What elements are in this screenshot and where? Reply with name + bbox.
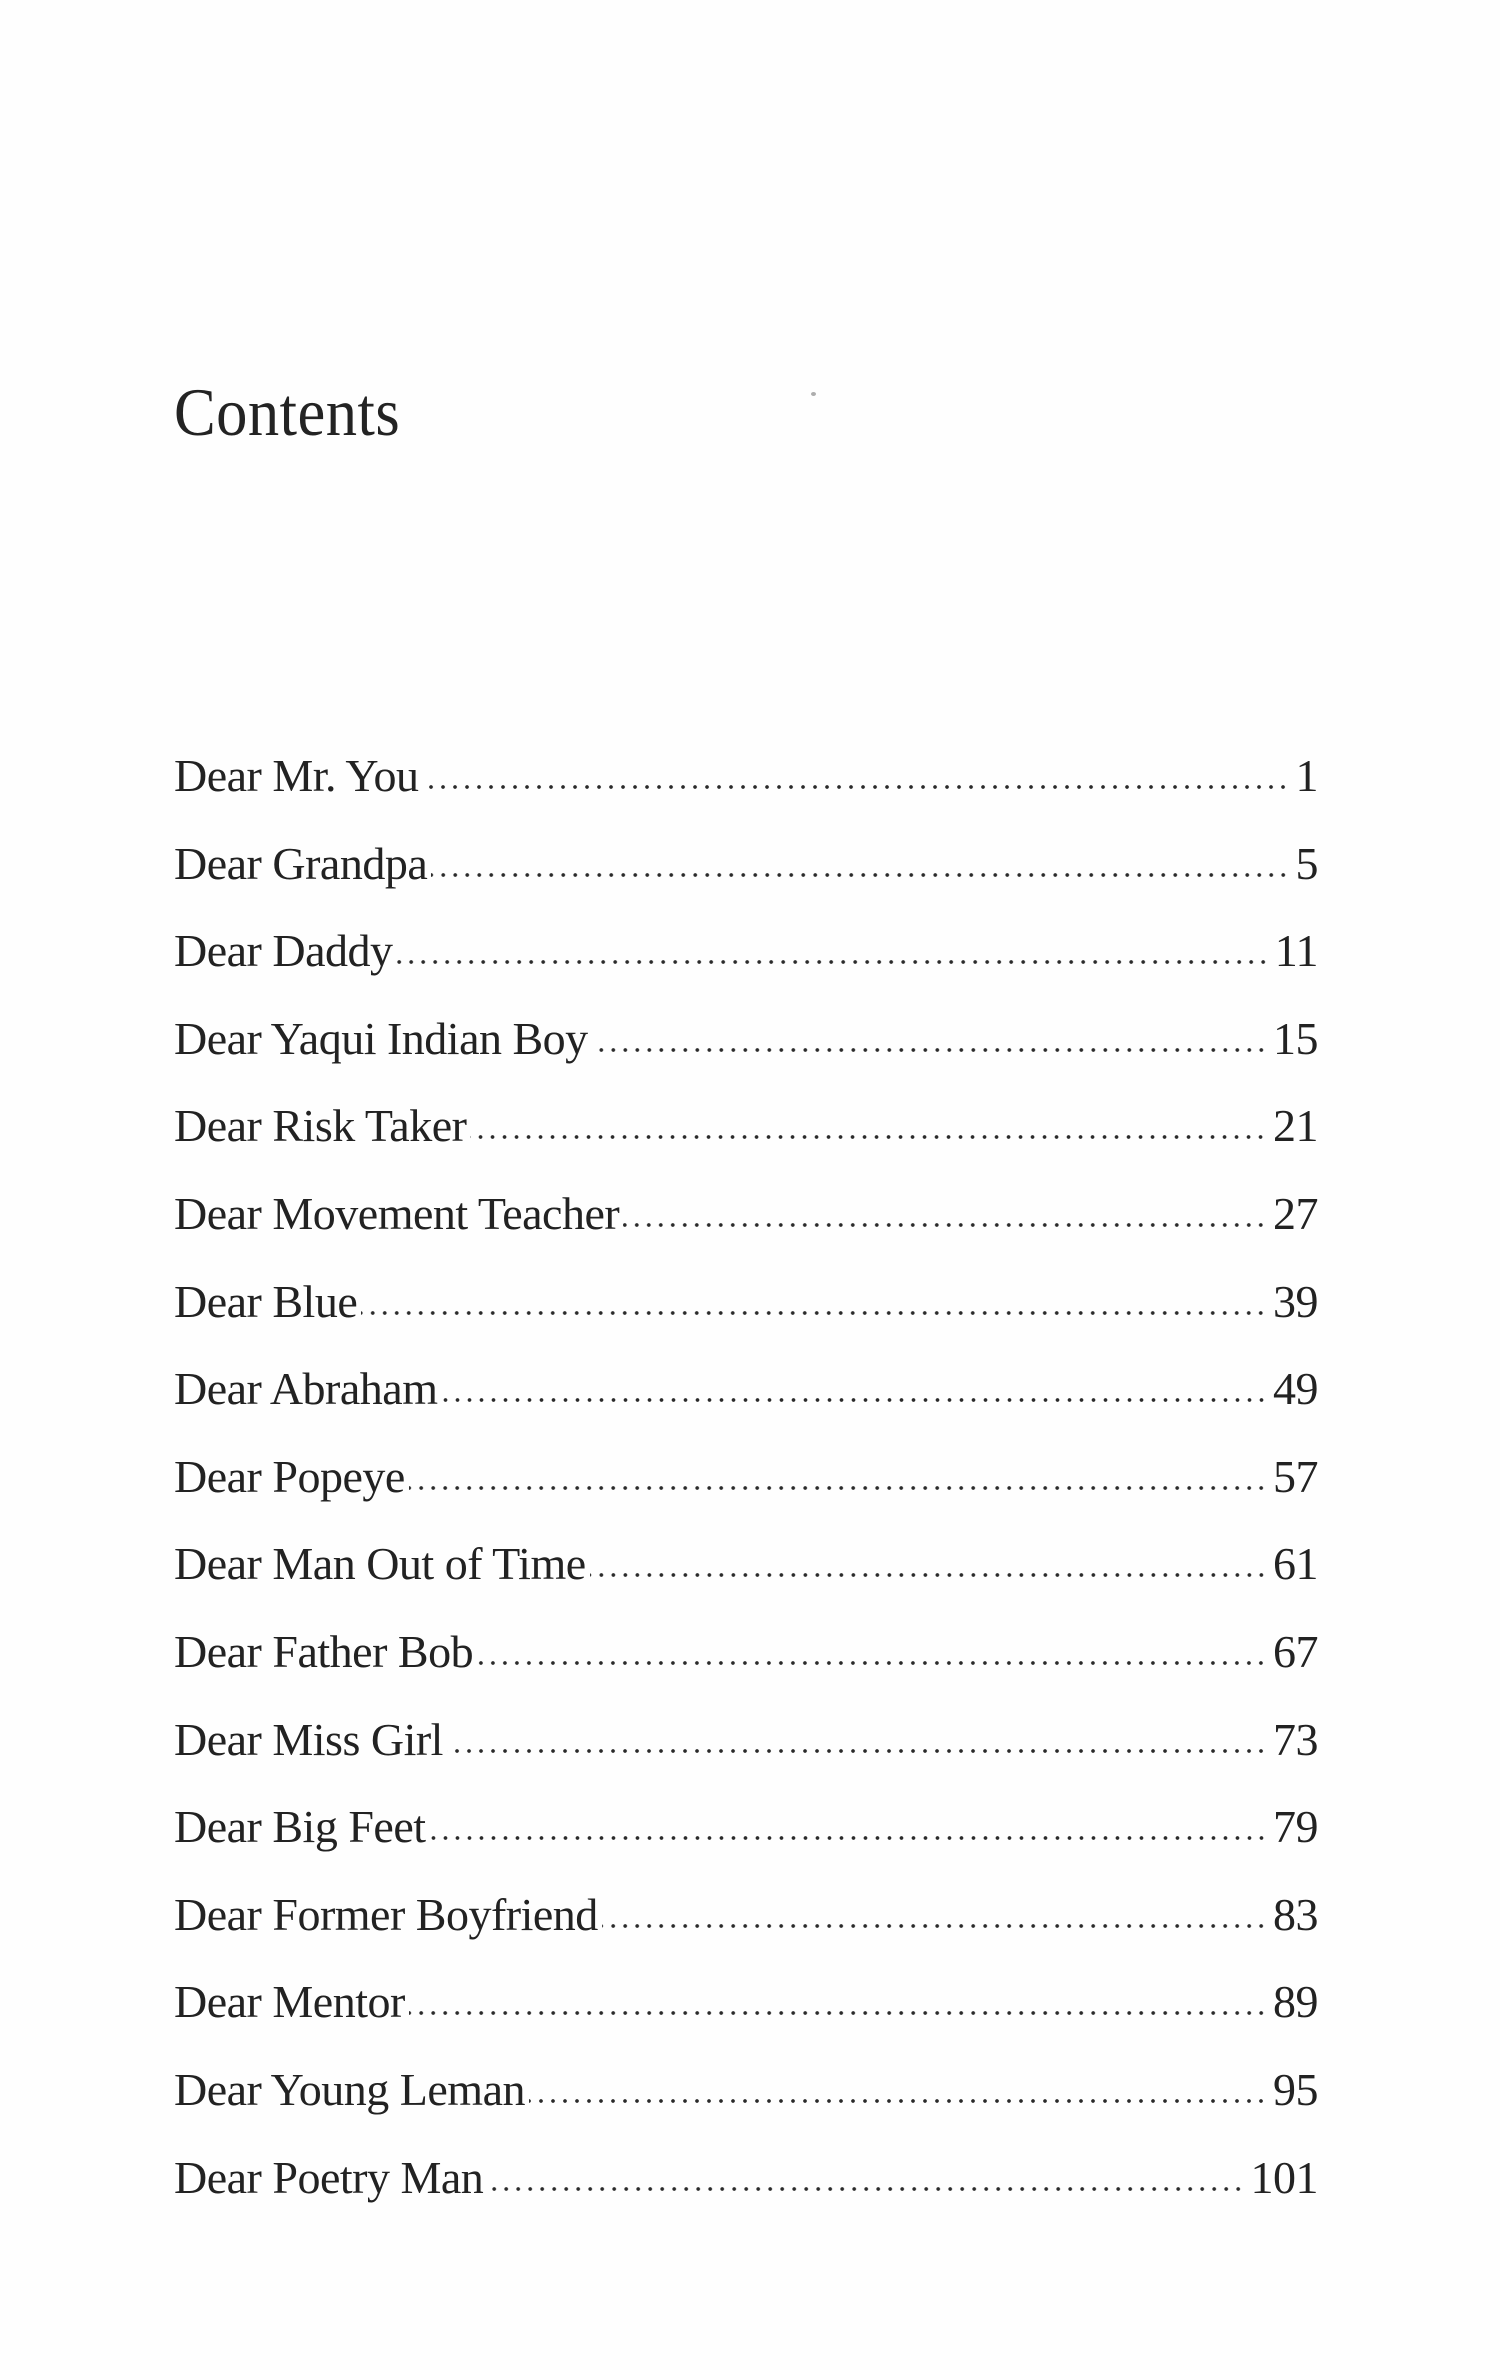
toc-entry-page-number: 57: [1273, 1450, 1318, 1502]
toc-entry-title: Dear Blue: [174, 1275, 358, 1327]
dot-leader: [361, 1307, 1267, 1319]
toc-entry: [174, 1974, 1318, 2062]
dot-leader: [623, 1219, 1267, 1231]
dot-leader: [470, 1131, 1267, 1143]
toc-entry: [174, 923, 1318, 1011]
toc-entry-title: Dear Abraham: [174, 1363, 438, 1415]
toc-entry: [174, 1098, 1318, 1186]
toc-entry-title: Dear Yaqui Indian Boy: [174, 1012, 588, 1064]
toc-entry-page-number: 49: [1273, 1363, 1318, 1415]
toc-entry-title: Dear Father Bob: [174, 1625, 474, 1677]
dot-leader: [590, 1569, 1267, 1581]
toc-entry: [174, 1712, 1318, 1800]
toc-entry-page-number: 79: [1273, 1801, 1318, 1853]
dot-leader: [529, 2095, 1267, 2107]
scan-speck: [811, 392, 816, 396]
dot-leader: [409, 2007, 1267, 2019]
dot-leader: [442, 1394, 1268, 1406]
toc-entry-title: Dear Poetry Man: [174, 2151, 484, 2203]
dot-leader: [592, 1044, 1267, 1056]
dot-leader: [409, 1482, 1267, 1494]
toc-entry: [174, 1361, 1318, 1449]
toc-entry-title: Dear Former Boyfriend: [174, 1888, 598, 1940]
toc-entry: [174, 1011, 1318, 1099]
toc-entry-page-number: 15: [1273, 1012, 1318, 1064]
toc-entry-page-number: 1: [1295, 750, 1318, 801]
dot-leader: [487, 2183, 1244, 2195]
dot-leader: [431, 869, 1289, 881]
dot-leader: [397, 956, 1269, 968]
toc-entry: [174, 836, 1318, 924]
toc-entry-title: Dear Risk Taker: [174, 1100, 467, 1152]
toc-entry-page-number: 11: [1274, 925, 1318, 977]
toc-entry-page-number: 73: [1273, 1713, 1318, 1765]
toc-entry-title: Dear Man Out of Time: [174, 1538, 586, 1590]
toc-entry: [174, 1887, 1318, 1975]
dot-leader: [422, 781, 1289, 793]
toc-entry-page-number: 61: [1273, 1538, 1318, 1590]
toc-entry: [174, 1186, 1318, 1274]
toc-entry-page-number: 89: [1273, 1976, 1318, 2028]
dot-leader: [430, 1832, 1267, 1844]
toc-entry: [174, 1449, 1318, 1537]
dot-leader: [477, 1657, 1267, 1669]
toc-entry-page-number: 95: [1273, 2063, 1318, 2115]
toc-entry-page-number: 83: [1273, 1888, 1318, 1940]
toc-entry: [174, 2062, 1318, 2150]
toc-entry: [174, 1624, 1318, 1712]
dot-leader: [602, 1920, 1267, 1932]
toc-entry: [174, 1274, 1318, 1362]
toc-entry-title: Dear Young Leman: [174, 2063, 525, 2115]
toc-entry-title: Dear Miss Girl: [174, 1713, 443, 1765]
toc-entry-page-number: 101: [1250, 2151, 1318, 2203]
toc-entry-title: Dear Mr. You: [174, 750, 419, 801]
toc-entry-page-number: 5: [1295, 837, 1318, 889]
toc-entry-page-number: 21: [1273, 1100, 1318, 1152]
toc-entry-title: Dear Daddy: [174, 925, 393, 977]
toc-entry-page-number: 27: [1273, 1187, 1318, 1239]
toc-entry-title: Dear Mentor: [174, 1976, 405, 2028]
toc-entry: [174, 1799, 1318, 1887]
page-title: Contents: [174, 374, 401, 450]
toc-entry: [174, 2150, 1318, 2238]
toc-entry-page-number: 39: [1273, 1275, 1318, 1327]
toc-entry-title: Dear Grandpa: [174, 837, 428, 889]
toc-entry: [174, 1536, 1318, 1624]
table-of-contents: [174, 748, 1318, 2237]
toc-entry-title: Dear Big Feet: [174, 1801, 426, 1853]
toc-entry-title: Dear Movement Teacher: [174, 1187, 620, 1239]
toc-entry-page-number: 67: [1273, 1625, 1318, 1677]
toc-entry: [174, 748, 1318, 836]
toc-entry-title: Dear Popeye: [174, 1450, 405, 1502]
dot-leader: [447, 1745, 1267, 1757]
